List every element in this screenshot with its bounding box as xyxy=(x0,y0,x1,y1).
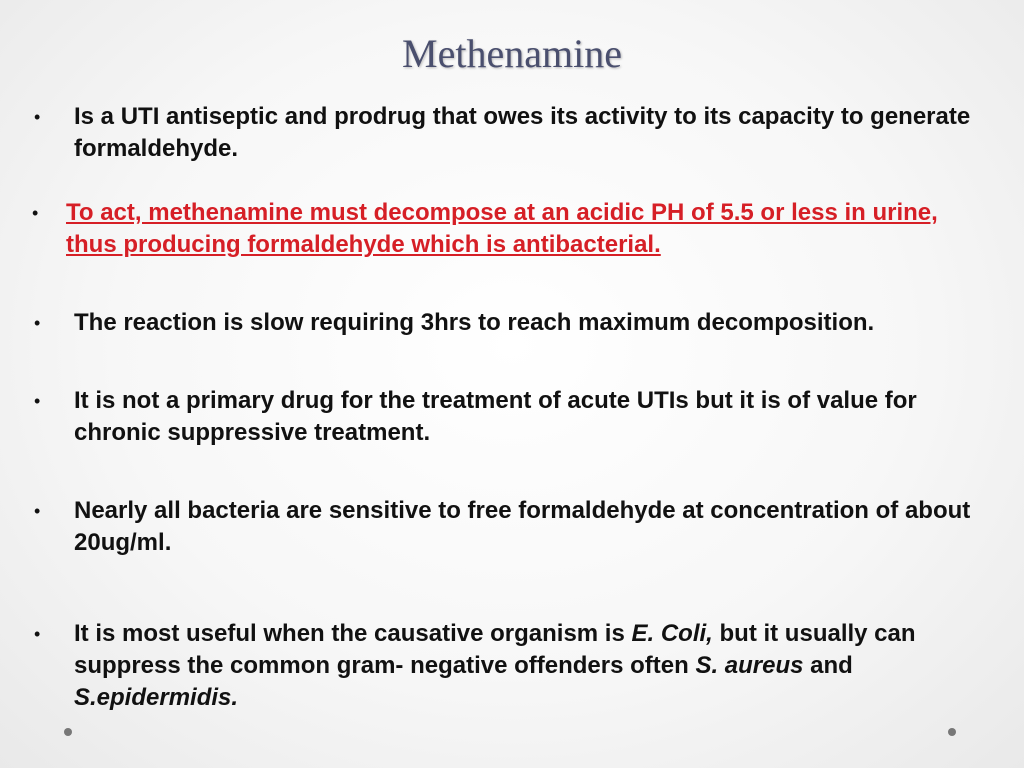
bullet-text-emphasis: To act, methenamine must decompose at an acidic PH of 5.5 or less in urine, thus producing formaldehyde which is antibacterial. xyxy=(66,199,938,258)
bullet-dot: • xyxy=(34,624,41,644)
bullet-dot: • xyxy=(34,107,41,127)
bullet-item-4 xyxy=(30,385,990,449)
bullet-item-5 xyxy=(30,495,990,559)
organism-name-s-epidermidis: S.epidermidis. xyxy=(74,684,239,711)
bullet-dot: • xyxy=(34,501,41,521)
slide-title: Methenamine xyxy=(402,31,622,76)
bullet-item-1 xyxy=(30,101,990,165)
bullet-text: It is not a primary drug for the treatment of acute UTIs but it is of value for chronic suppressive treatment. xyxy=(74,387,917,446)
organism-name-s-aureus: S. aureus xyxy=(695,652,804,679)
bullet-text-part: and xyxy=(803,652,853,679)
bullet-text: Nearly all bacteria are sensitive to free formaldehyde at concentration of about 20ug/ml. xyxy=(74,497,971,556)
bullet-text: The reaction is slow requiring 3hrs to reach maximum decomposition. xyxy=(74,309,875,336)
bullet-item-6 xyxy=(30,618,990,714)
bullet-item-3 xyxy=(30,307,990,339)
bullet-dot: • xyxy=(32,203,39,223)
corner-decoration-right xyxy=(948,728,956,736)
bullet-dot: • xyxy=(34,313,41,333)
bullet-text-part: It is most useful when the causative organism is xyxy=(74,620,632,647)
organism-name-e-coli: E. Coli, xyxy=(631,620,713,647)
bullet-text xyxy=(74,618,990,714)
bullet-text-part: but it usually can suppress the common gram- negative offenders often xyxy=(74,620,916,679)
corner-decoration-left xyxy=(64,728,72,736)
bullet-text: Is a UTI antiseptic and prodrug that owes its activity to its capacity to generate formaldehyde. xyxy=(74,103,971,162)
bullet-item-2-highlight xyxy=(30,197,990,261)
bullet-dot: • xyxy=(34,391,41,411)
